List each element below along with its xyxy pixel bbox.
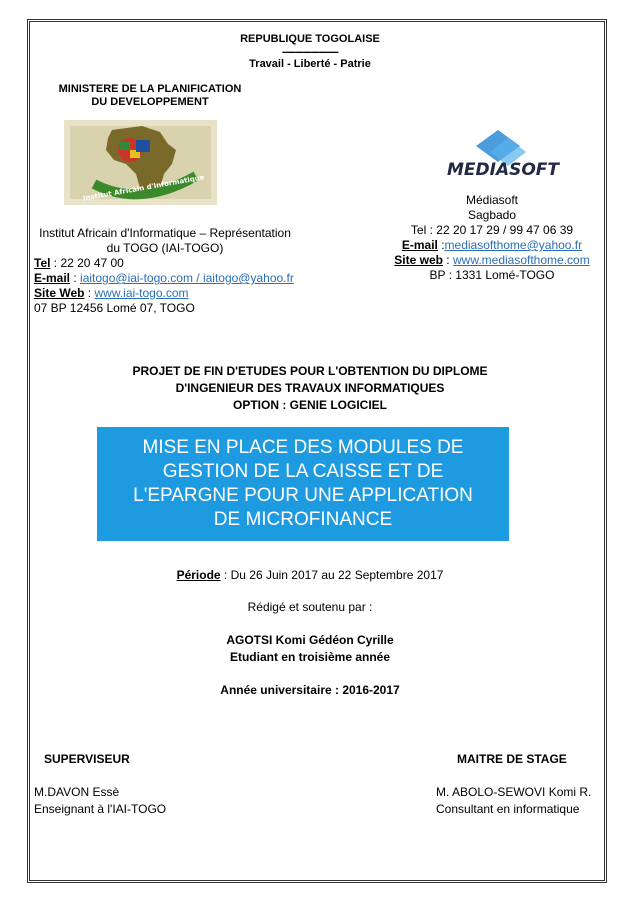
iai-contact-block	[34, 226, 296, 316]
internship-master-role: Consultant en informatique	[436, 802, 580, 816]
mediasoft-logo	[428, 122, 578, 182]
project-option: OPTION : GENIE LOGICIEL	[232, 398, 387, 412]
iai-website-link[interactable]: www.iai-togo.com	[94, 286, 189, 300]
email-label: E-mail	[34, 271, 71, 285]
iai-tel: Tel : 22 20 47 00	[34, 256, 124, 270]
period	[100, 568, 520, 583]
tel-label: Tel	[34, 256, 51, 270]
mediasoft-website-link[interactable]: www.mediasofthome.com	[452, 253, 590, 267]
iai-email: E-mail : iaitogo@iai-togo.com / iaitogo@yahoo.fr	[34, 271, 294, 285]
ministry-line2: DU DEVELOPPEMENT	[91, 96, 209, 108]
mediasoft-logo-text: MEDIASOFT	[446, 160, 560, 180]
project-description	[100, 363, 520, 414]
iai-logo	[64, 120, 217, 205]
project-line2: D'INGENIEUR DES TRAVAUX INFORMATIQUES	[175, 381, 445, 395]
thesis-title-line4: DE MICROFINANCE	[213, 509, 393, 530]
national-motto: Travail - Liberté - Patrie	[249, 58, 371, 70]
academic-year: Année universitaire : 2016-2017	[220, 683, 400, 697]
author-status: Etudiant en troisième année	[229, 650, 391, 664]
iai-logo-text: Institut Africain d'Informatique	[82, 173, 206, 203]
author-name: AGOTSI Komi Gédéon Cyrille	[226, 633, 394, 647]
supervisor-heading: SUPERVISEUR	[44, 752, 130, 766]
iai-website: Site Web : www.iai-togo.com	[34, 286, 189, 300]
mediasoft-tel: Tel : 22 20 17 29 / 99 47 06 39	[410, 223, 574, 237]
mediasoft-address: BP : 1331 Lomé-TOGO	[429, 268, 555, 282]
mediasoft-city: Sagbado	[467, 208, 517, 222]
ministry-line1: MINISTERE DE LA PLANIFICATION	[58, 83, 242, 95]
internship-master-heading: MAITRE DE STAGE	[457, 752, 567, 766]
supervisor-name: M.DAVON Essè	[34, 785, 120, 799]
thesis-title-line2: GESTION DE LA CAISSE ET DE	[162, 461, 444, 482]
thesis-title-line1: MISE EN PLACE DES MODULES DE	[142, 437, 464, 458]
internship-master-name: M. ABOLO-SEWOVI Komi R.	[436, 785, 592, 799]
iai-email-link[interactable]: iaitogo@iai-togo.com / iaitogo@yahoo.fr	[80, 271, 294, 285]
period-label: Période	[176, 568, 221, 582]
country-name: REPUBLIQUE TOGOLAISE	[240, 33, 380, 45]
thesis-title-line3: L'EPARGNE POUR UNE APPLICATION	[133, 485, 473, 506]
thesis-title-box	[97, 427, 509, 541]
iai-name-line1: Institut Africain d'Informatique – Représentation	[39, 226, 291, 240]
header-separator: ---------------------	[282, 46, 338, 58]
supervisor-role: Enseignant à l'IAI-TOGO	[34, 802, 167, 816]
iai-name-line2: du TOGO (IAI-TOGO)	[106, 241, 224, 255]
mediasoft-email-link[interactable]: mediasofthome@yahoo.fr	[444, 238, 583, 252]
iai-address: 07 BP 12456 Lomé 07, TOGO	[34, 301, 195, 315]
website-label: Site Web	[34, 286, 85, 300]
mediasoft-email: E-mail :mediasofthome@yahoo.fr	[401, 238, 583, 252]
mediasoft-name: Médiasoft	[465, 193, 519, 207]
project-line1: PROJET DE FIN D'ETUDES POUR L'OBTENTION DU DIPLOME	[132, 364, 488, 378]
written-by: Rédigé et soutenu par :	[247, 600, 373, 614]
mediasoft-contact-block	[390, 193, 594, 283]
period-value: : Du 26 Juin 2017 au 22 Septembre 2017	[220, 568, 444, 582]
mediasoft-website: Site web : www.mediasofthome.com	[394, 253, 590, 267]
